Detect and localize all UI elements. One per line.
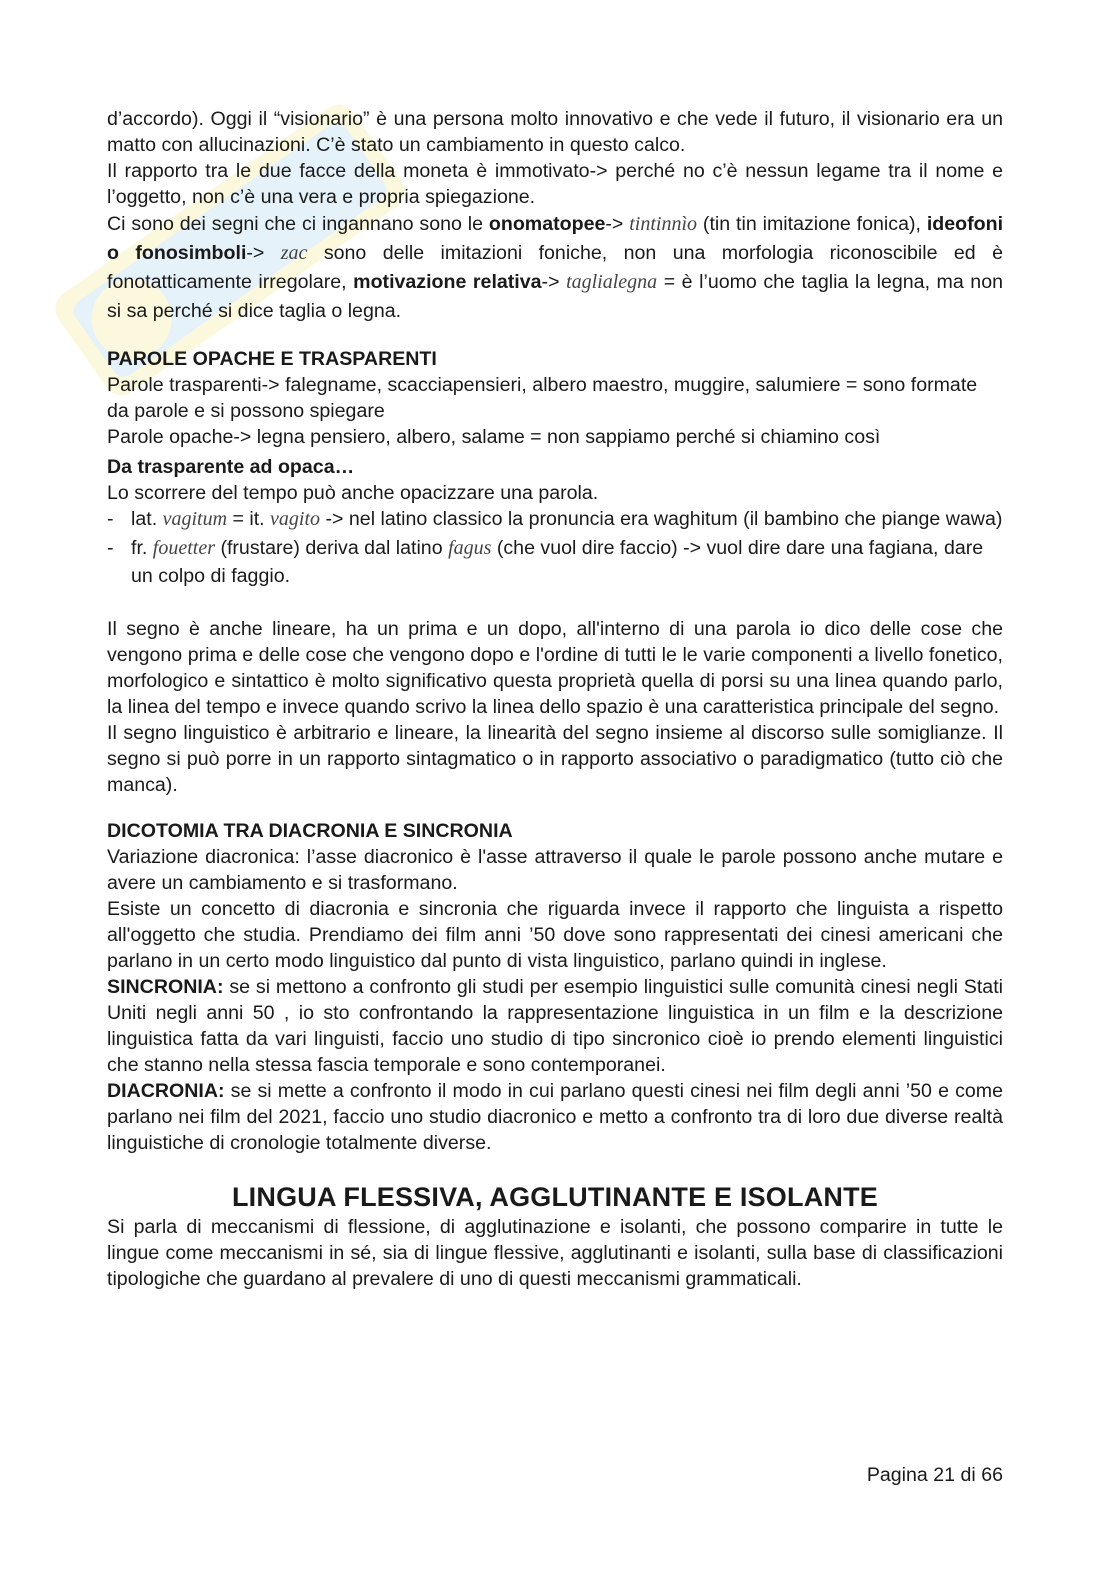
lingua-paragraph-1: Si parla di meccanismi di flessione, di agglutinazione e isolanti, che possono comparire in tutte le lingue come meccanismi in sé, sia di lingue flessive, agglutinanti e isolanti, sulla base di classificazioni tipologiche che guardano al prevalere di uno di questi meccanismi grammaticali. <box>107 1216 1003 1290</box>
dicotomia-paragraph-1: Variazione diacronica: l’asse diacronico è l'asse attraverso il quale le parole possono anche mutare e avere un cambiamento e si trasformano. <box>107 846 1003 894</box>
dicotomia-paragraph-2: Esiste un concetto di diacronia e sincronia che riguarda invece il rapporto che linguista a rispetto all'oggetto che studia. Prendiamo dei film anni ’50 dove sono rappresentati dei cinesi americani che parlano in un certo modo linguistico dal punto di vista linguistico, parlano quindi in inglese. <box>107 898 1003 972</box>
sincronia-paragraph: SINCRONIA: se si mettono a confronto gli studi per esempio linguistici sulle comunità cinesi negli Stati Uniti negli anni 50 , io sto confrontando la rappresentazione linguistica in un film e la descrizione linguistica fatta da vari linguisti, faccio uno studio di tipo sincronico cioè io prendo elementi linguistici che stanno nella stessa fascia temporale e sono contemporanei. <box>107 976 1003 1076</box>
intro-paragraph-2: Il rapporto tra le due facce della moneta è immotivato-> perché no c’è nessun legame tra il nome e l’oggetto, non c’è una vera e propria spiegazione. <box>107 160 1003 208</box>
page-number: Pagina 21 di 66 <box>866 1464 1003 1486</box>
page-content <box>107 106 1003 1292</box>
intro-paragraph-1: d’accordo). Oggi il “visionario” è una persona molto innovativo e che vede il futuro, il visionario era un matto con allucinazioni. C’è stato un cambiamento in questo calco. <box>107 108 1003 156</box>
opache-line-2: Parole opache-> legna pensiero, albero, salame = non sappiamo perché si chiamino così <box>107 426 881 448</box>
term-motivazione-relativa: motivazione relativa <box>353 271 542 293</box>
term-diacronia: DIACRONIA: <box>107 1080 225 1102</box>
segno-paragraph-2: Il segno linguistico è arbitrario e lineare, la linearità del segno insieme al discorso sulle somiglianze. Il segno si può porre in un rapporto sintagmatico o in rapporto associativo o paradigmatico (tutto ciò che manca). <box>107 722 1003 796</box>
heading-dicotomia: DICOTOMIA TRA DIACRONIA E SINCRONIA <box>107 820 513 842</box>
example-zac: zac <box>280 242 308 264</box>
heading-parole-opache: PAROLE OPACHE E TRASPARENTI <box>107 348 437 370</box>
segno-paragraph-1: Il segno è anche lineare, ha un prima e un dopo, all'interno di una parola io dico delle cose che vengono prima e delle cose che vengono dopo e l'ordine di tutti le le varie componenti a livello fonetico, morfologico e sintattico è molto significativo questa proprietà quella di porsi su una linea quando parlo, la linea del tempo e invece quando scrivo la linea dello spazio è una caratteristica principale del segno. <box>107 618 1003 718</box>
term-ideofoni: ideofoni o fonosimboli <box>107 213 1004 264</box>
term-sincronia: SINCRONIA: <box>107 976 224 998</box>
list-item: - fr. fouetter (frustare) deriva dal latino fagus (che vuol dire faccio) -> vuol dire dare una fagiana, dare un colpo di faggio. <box>107 534 1003 590</box>
term-onomatopee: onomatopee <box>488 213 606 235</box>
opache-line-3: Lo scorrere del tempo può anche opacizzare una parola. <box>107 482 599 504</box>
heading-lingua-flessiva: LINGUA FLESSIVA, AGGLUTINANTE E ISOLANTE <box>231 1182 878 1212</box>
intro-paragraph-3: Ci sono dei segni che ci ingannano sono le onomatopee-> tintinnìo (tin tin imitazione fonica), ideofoni o fonosimboli-> zac sono delle imitazioni foniche, non una morfologia riconoscibile ed è fonotatticamente irregolare, motivazione relativa-> taglialegna = è l’uomo che taglia la legna, ma non si sa perché si dice taglia o legna. <box>107 213 1004 322</box>
opache-line-1: Parole trasparenti-> falegname, scacciapensieri, albero maestro, muggire, salumiere = sono formate da parole e si possono spiegare <box>107 374 978 422</box>
diacronia-paragraph: DIACRONIA: se si mette a confronto il modo in cui parlano questi cinesi nei film degli anni ’50 e come parlano nei film del 2021, faccio uno studio diacronico e metto a confronto tra di loro due diverse realtà linguistiche di cronologie totalmente diverse. <box>107 1080 1003 1154</box>
example-tintinnio: tintinnìo <box>629 213 698 235</box>
example-list <box>107 506 1003 590</box>
subheading-trasparente-opaca: Da trasparente ad opaca… <box>107 456 355 478</box>
example-taglialegna: taglialegna <box>566 271 658 293</box>
list-item: - lat. vagitum = it. vagito -> nel latino classico la pronuncia era waghitum (il bambino che piange wawa) <box>107 506 1003 532</box>
